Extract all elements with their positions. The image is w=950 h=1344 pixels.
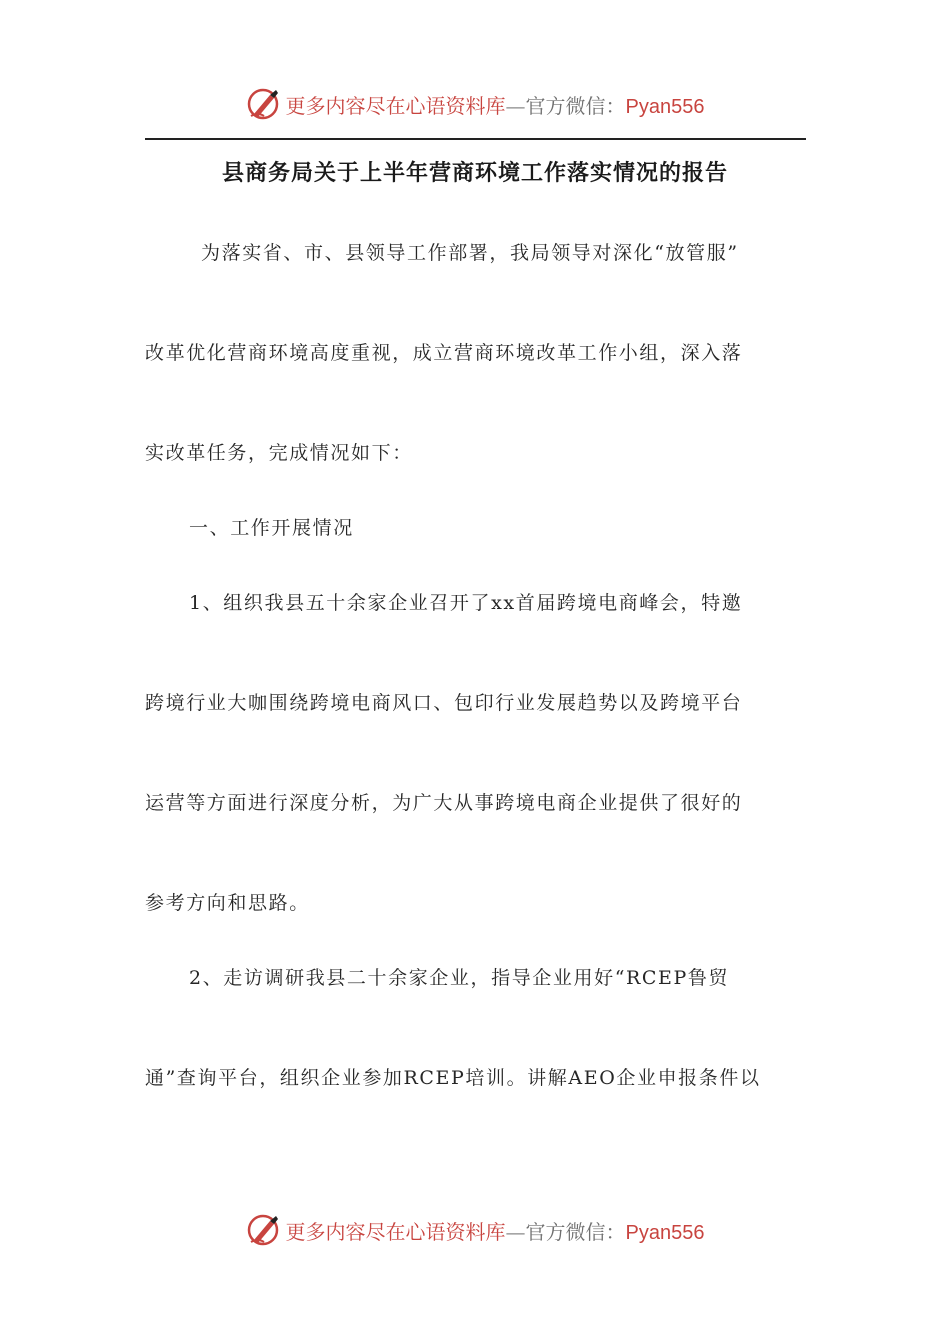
header-wechat-id: Pyan556 — [625, 95, 705, 118]
header-site-text: 更多内容尽在心语资料库 — [285, 93, 506, 118]
body-line-3: 实改革任务，完成情况如下： — [145, 442, 413, 464]
body-line-2: 改革优化营商环境高度重视，成立营商环境改革工作小组，深入落 — [145, 342, 743, 364]
header-divider — [145, 138, 806, 140]
pen-logo-icon — [246, 86, 282, 122]
body-line-5: 1、组织我县五十余家企业召开了xx首届跨境电商峰会，特邀 — [189, 592, 743, 614]
footer-wechat-id: Pyan556 — [625, 1221, 705, 1244]
section-heading: 一、工作开展情况 — [189, 517, 354, 539]
header-dash: — — [505, 93, 526, 118]
document-title: 县商务局关于上半年营商环境工作落实情况的报告 — [221, 161, 728, 186]
header-banner — [0, 82, 950, 126]
body-line-7: 运营等方面进行深度分析，为广大从事跨境电商企业提供了很好的 — [145, 792, 743, 814]
header-banner-text — [286, 90, 705, 119]
footer-site-text: 更多内容尽在心语资料库 — [285, 1219, 506, 1244]
body-line-9: 2、走访调研我县二十余家企业，指导企业用好“RCEP鲁贸 — [189, 967, 730, 989]
footer-banner — [0, 1208, 950, 1252]
header-wechat-label: 官方微信： — [525, 93, 626, 118]
footer-banner-text — [286, 1216, 705, 1245]
footer-dash: — — [505, 1219, 526, 1244]
footer-wechat-label: 官方微信： — [525, 1219, 626, 1244]
pen-logo-icon — [246, 1212, 282, 1248]
body-line-10: 通”查询平台，组织企业参加RCEP培训。讲解AEO企业申报条件以 — [145, 1067, 761, 1089]
body-line-6: 跨境行业大咖围绕跨境电商风口、包印行业发展趋势以及跨境平台 — [145, 692, 743, 714]
body-line-1: 为落实省、市、县领导工作部署，我局领导对深化“放管服” — [201, 242, 739, 264]
body-line-8: 参考方向和思路。 — [145, 892, 310, 914]
